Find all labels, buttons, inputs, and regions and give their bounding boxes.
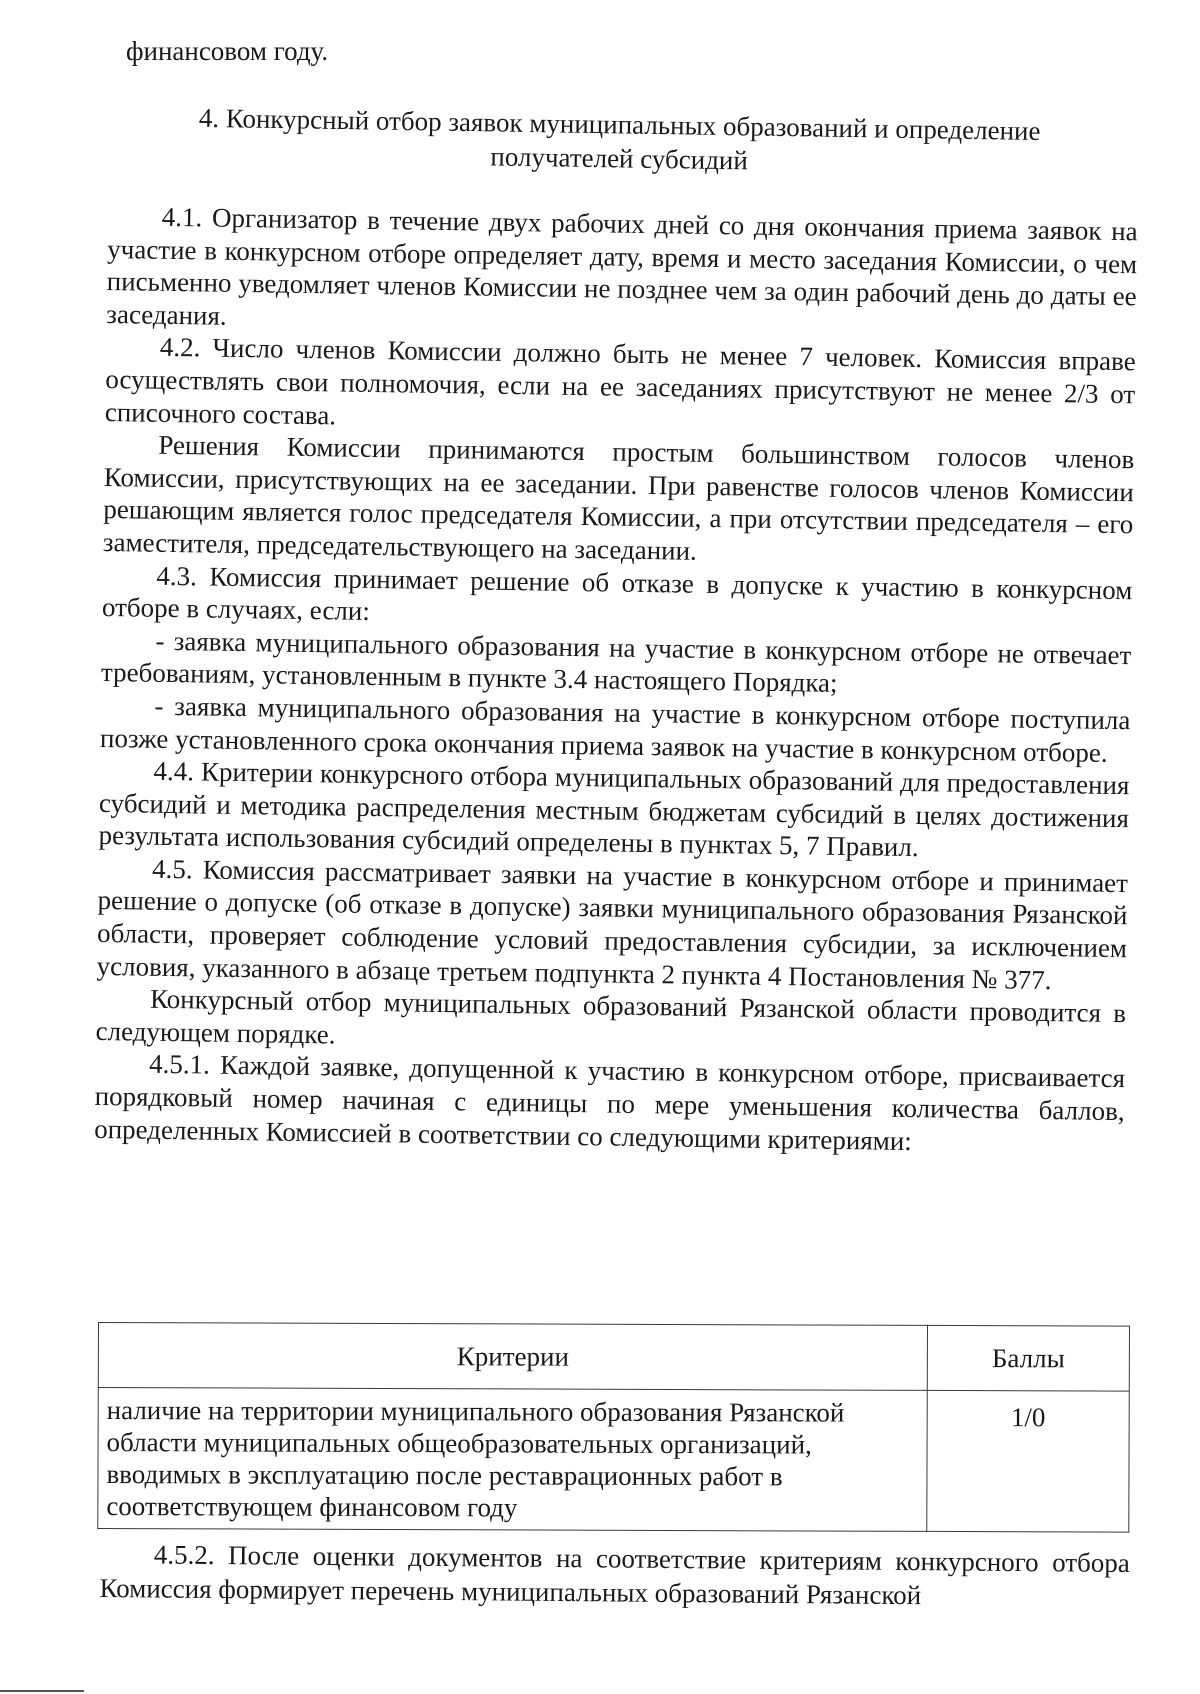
criterion-cell: наличие на территории муниципального образования Рязанской области муниципальных общеобразовательных организаций, вводимых в эксплуатацию после реставрационных работ в соответствующем финансовом году [98,1388,927,1532]
paragraph-decisions: Решения Комиссии принимаются простым большинством голосов членов Комиссии, присутствующих на ее заседании. При равенстве голосов членов Комиссии решающим является голос председателя Комиссии, а при отсутствии председателя – его заместителя, председательствующего на заседании. [102,429,1135,566]
criteria-table [97,1322,1130,1533]
table-row [98,1388,1129,1533]
column-header-criteria: Критерии [98,1323,927,1391]
paragraph-4-1: 4.1. Организатор в течение двух рабочих дней со дня окончания приема заявок на участие в конкурсном отборе определяет дату, время и место заседания Комиссии, о чем письменно уведомляет членов Комиссии не позднее чем за один рабочий день до даты ее заседания. [106,201,1138,331]
footnote-divider [0,1690,84,1692]
paragraph-4-5: 4.5. Комиссия рассматривает заявки на участие в конкурсном отборе и принимает решение о допуске (об отказе в допуске) заявки муниципального образования Рязанской области, проверяет соблюдение условий предоставления субсидии, за исключением условия, указанного в абзаце третьем подпункта 2 пункта 4 Постановления № 377. [96,853,1129,995]
paragraph-4-5-2: 4.5.2. После оценки документов на соответствие критериям конкурсного отбора Комиссия формирует перечень муниципальных образований Рязанской [99,1539,1130,1611]
paragraph-4-2: 4.2. Число членов Комиссии должно быть не менее 7 человек. Комиссия вправе осуществлять свои полномочия, если на ее заседаниях присутствуют не менее 2/3 от списочного состава. [104,332,1136,430]
paragraph-4-5-1: 4.5.1. Каждой заявке, допущенной к участию в конкурсном отборе, присваивается порядковый номер начиная с единицы по мере уменьшения количества баллов, определенных Комиссией в соответствии со следующими критериями: [94,1049,1126,1156]
continued-text: финансовом году. [126,36,329,66]
table-header-row [98,1323,1129,1392]
column-header-points: Баллы [927,1325,1129,1391]
section-title: 4. Конкурсный отбор заявок муниципальных образований и определение получателей субсидий [198,102,1041,176]
paragraph-4-4: 4.4. Критерии конкурсного отбора муниципальных образований для предоставления субсидий и методика распределения местным бюджетам субсидий в целях достижения результата использования субсидий определены в пунктах 5, 7 Правил. [98,755,1130,863]
paragraph-selection-order: Конкурсный отбор муниципальных образований Рязанской области проводится в следующем порядке. [95,983,1127,1050]
list-item: - заявка муниципального образования на участие в конкурсном отборе поступила позже установленного срока окончания приема заявок на участие в конкурсном отборе. [99,690,1131,768]
section-body-continued [99,1537,1130,1614]
list-item: - заявка муниципального образования на участие в конкурсном отборе не отвечает требованиям, установленным в пункте 3.4 настоящего Порядка; [100,625,1132,699]
paragraph-4-3: 4.3. Комиссия принимает решение об отказе в допуске к участию в конкурсном отборе в случаях, если: [101,560,1133,627]
points-cell: 1/0 [927,1390,1129,1532]
section-body [94,200,1138,1160]
